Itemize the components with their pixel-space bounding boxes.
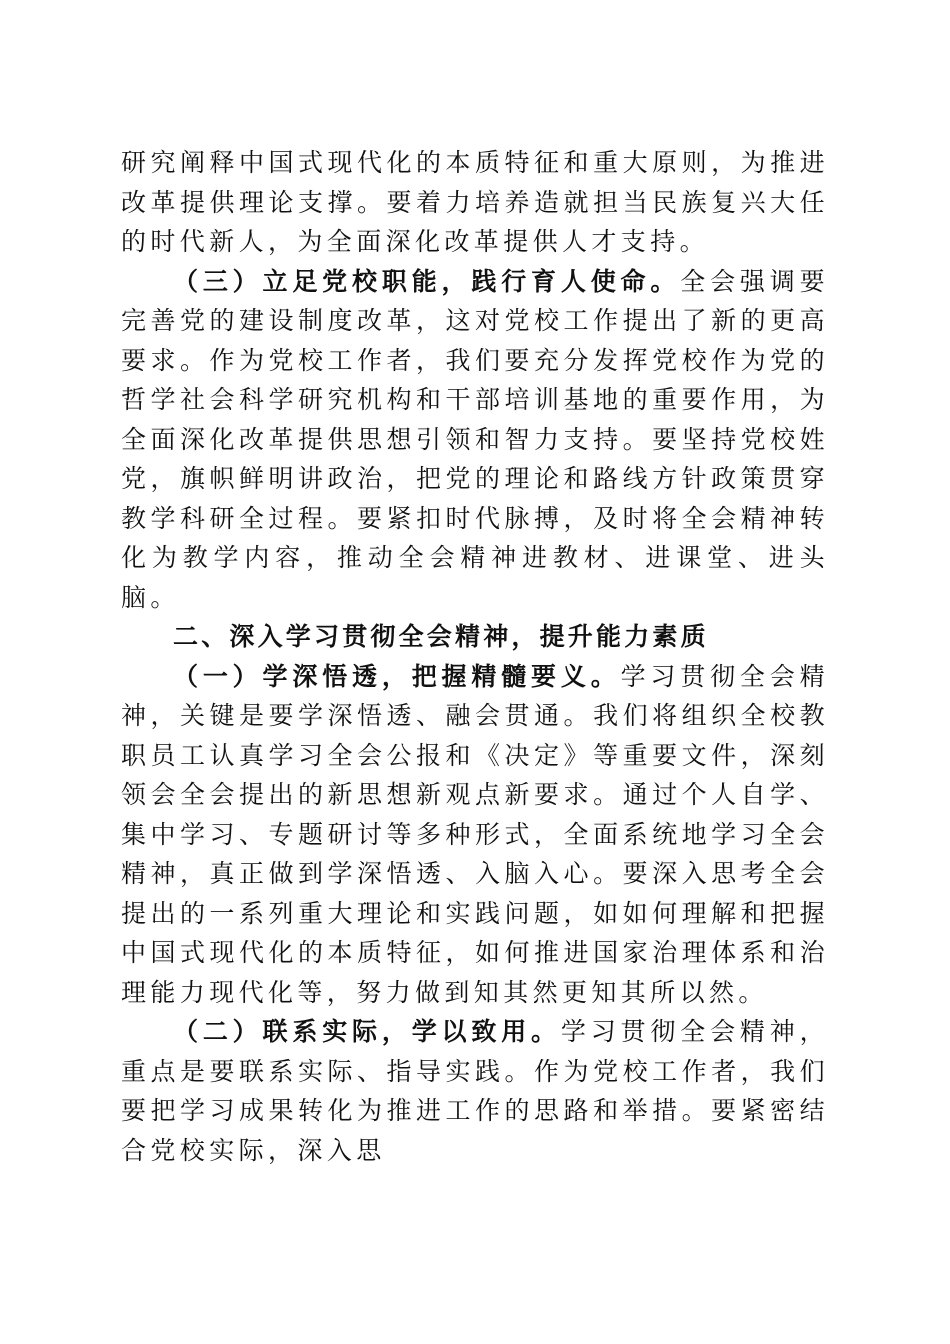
document-body — [121, 143, 829, 1170]
paragraph-lead: （三）立足党校职能，践行育人使命。 — [173, 266, 681, 296]
heading-text: 二、深入学习贯彻全会精神，提升能力素质 — [173, 622, 709, 651]
paragraph-lead: （二）联系实际，学以致用。 — [173, 1017, 561, 1046]
paragraph-section-three — [121, 262, 829, 618]
paragraph-text: 研究阐释中国式现代化的本质特征和重大原则，为推进改革提供理论支撑。要着力培养造就担当民族复兴大任的时代新人，为全面深化改革提供人才支持。 — [121, 148, 829, 256]
paragraph-continuation — [121, 143, 829, 262]
paragraph-text: 学习贯彻全会精神，关键是要学深悟透、融会贯通。我们将组织全校教职员工认真学习全会公报和《决定》等重要文件，深刻领会全会提出的新思想新观点新要求。通过个人自学、集中学习、专题研讨等多种形式，全面系统地学习全会精神，真正做到学深悟透、入脑入心。要深入思考全会提出的一系列重大理论和实践问题，如如何理解和把握中国式现代化的本质特征，如何推进国家治理体系和治理能力现代化等，努力做到知其然更知其所以然。 — [121, 661, 829, 1007]
paragraph-text: 全会强调要完善党的建设制度改革，这对党校工作提出了新的更高要求。作为党校工作者，我们要充分发挥党校作为党的哲学社会科学研究机构和干部培训基地的重要作用，为全面深化改革提供思想引领和智力支持。要坚持党校姓党，旗帜鲜明讲政治，把党的理论和路线方针政策贯穿教学科研全过程。要紧扣时代脉搏，及时将全会精神转化为教学内容，推动全会精神进教材、进课堂、进头脑。 — [121, 266, 829, 612]
paragraph-subsection-two — [121, 1012, 829, 1170]
section-heading-two — [121, 617, 829, 657]
paragraph-text: 学习贯彻全会精神，重点是要联系实际、指导实践。作为党校工作者，我们要把学习成果转化为推进工作的思路和举措。要紧密结合党校实际，深入思 — [121, 1017, 829, 1165]
paragraph-subsection-one — [121, 657, 829, 1013]
paragraph-lead: （一）学深悟透，把握精髓要义。 — [173, 661, 621, 691]
